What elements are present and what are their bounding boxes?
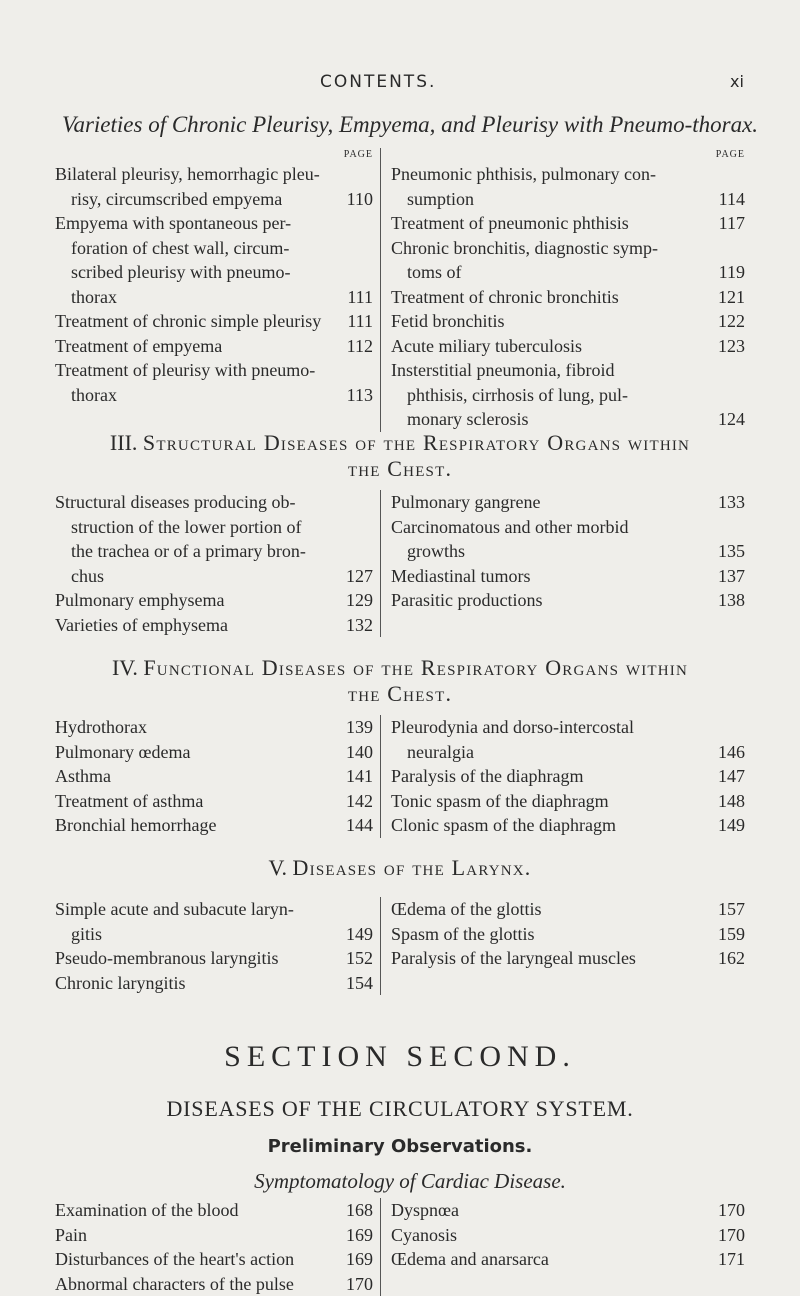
toc-page-number: 123 — [707, 334, 745, 359]
toc-entry-line: Chronic laryngitis — [55, 971, 335, 996]
toc-page-number: 127 — [335, 564, 373, 589]
toc-entry-line: Disturbances of the heart's action — [55, 1247, 335, 1272]
toc-entry — [55, 162, 373, 211]
toc-entry-text — [391, 588, 707, 613]
toc-entry-line: Bilateral pleurisy, hemorrhagic pleu- — [55, 162, 335, 187]
toc-entry-text — [391, 515, 707, 564]
toc-page-number: 149 — [707, 813, 745, 838]
toc-entry-line: Cyanosis — [391, 1223, 707, 1248]
toc-page-number: 142 — [335, 789, 373, 814]
toc-entry — [55, 334, 373, 359]
toc-page-number: 124 — [707, 407, 745, 432]
toc-entry-line: Paralysis of the diaphragm — [391, 764, 707, 789]
toc-page-number: 111 — [335, 309, 373, 334]
toc-page-number: 141 — [335, 764, 373, 789]
toc-page-number: 112 — [335, 334, 373, 359]
toc-entry — [55, 358, 373, 407]
toc-entry-line: Mediastinal tumors — [391, 564, 707, 589]
page-column-label: PAGE — [391, 148, 745, 162]
toc-page-number: 138 — [707, 588, 745, 613]
toc-entry-text — [391, 490, 707, 515]
toc-page-number: 122 — [707, 309, 745, 334]
toc-entry — [55, 971, 373, 996]
toc-page-number: 132 — [335, 613, 373, 638]
toc-entry-text — [55, 162, 335, 211]
toc-entry-line: neuralgia — [391, 740, 707, 765]
toc-entry-line: phthisis, cirrhosis of lung, pul- — [391, 383, 707, 408]
toc-entry-line: Treatment of asthma — [55, 789, 335, 814]
toc-page-number: 133 — [707, 490, 745, 515]
toc-entry-text — [55, 971, 335, 996]
toc-entry-line: Paralysis of the laryngeal muscles — [391, 946, 707, 971]
toc-entry — [391, 715, 745, 764]
toc-entry-text — [55, 588, 335, 613]
toc-entry-text — [55, 897, 335, 946]
page-number: xi — [730, 72, 744, 91]
toc-entry — [391, 490, 745, 515]
toc-entry-text — [391, 789, 707, 814]
toc-entry — [55, 1247, 373, 1272]
toc-entry-text — [55, 211, 335, 309]
toc-entry-text — [55, 1223, 335, 1248]
toc-entry — [55, 946, 373, 971]
toc-page-number: 111 — [335, 285, 373, 310]
toc-entry — [55, 789, 373, 814]
toc-entry-text — [391, 897, 707, 922]
toc-entry-line: Empyema with spontaneous per- — [55, 211, 335, 236]
toc-entry-line: chus — [55, 564, 335, 589]
toc-entry-line: Treatment of pleurisy with pneumo- — [55, 358, 335, 383]
toc-entry-line: Clonic spasm of the diaphragm — [391, 813, 707, 838]
toc-entry-line: gitis — [55, 922, 335, 947]
toc-page-number: 144 — [335, 813, 373, 838]
toc-entry-line: Tonic spasm of the diaphragm — [391, 789, 707, 814]
toc-entry-line: scribed pleurisy with pneumo- — [55, 260, 335, 285]
toc-entry-text — [391, 236, 707, 285]
toc-page-number: 135 — [707, 539, 745, 564]
toc-entry-line: Pulmonary gangrene — [391, 490, 707, 515]
toc-entry-text — [55, 334, 335, 359]
toc-entry-line: Pneumonic phthisis, pulmonary con- — [391, 162, 707, 187]
toc-entry — [55, 897, 373, 946]
toc-entry-text — [391, 211, 707, 236]
toc-entry — [391, 946, 745, 971]
symptomatology-subhead: Symptomatology of Cardiac Disease. — [50, 1169, 770, 1194]
toc-entry-line: Parasitic productions — [391, 588, 707, 613]
toc-entry — [391, 285, 745, 310]
toc-entry-text — [55, 1247, 335, 1272]
toc-entry-line: struction of the lower portion of — [55, 515, 335, 540]
toc-entry — [391, 897, 745, 922]
toc-entry-line: Acute miliary tuberculosis — [391, 334, 707, 359]
toc-entry-text — [55, 740, 335, 765]
toc-entry — [391, 1223, 745, 1248]
toc-entry — [391, 588, 745, 613]
section-4-numeral: IV. — [112, 655, 138, 680]
varieties-right-column — [381, 148, 745, 432]
toc-page-number: 169 — [335, 1247, 373, 1272]
toc-page-number: 119 — [707, 260, 745, 285]
toc-entry — [55, 1223, 373, 1248]
toc-entry-line: Treatment of chronic bronchitis — [391, 285, 707, 310]
toc-page-number: 147 — [707, 764, 745, 789]
toc-entry-text — [391, 764, 707, 789]
page-column-label: PAGE — [55, 148, 373, 162]
toc-page-number: 157 — [707, 897, 745, 922]
toc-entry-line: Pulmonary œdema — [55, 740, 335, 765]
toc-page-number: 168 — [335, 1198, 373, 1223]
toc-entry-text — [391, 813, 707, 838]
toc-page-number: 171 — [707, 1247, 745, 1272]
section-3-heading — [40, 430, 760, 482]
section-5-left-column — [55, 897, 381, 995]
toc-page-number: 117 — [707, 211, 745, 236]
toc-page-number: 121 — [707, 285, 745, 310]
toc-entry-text — [391, 715, 707, 764]
toc-entry — [55, 613, 373, 638]
preliminary-observations: Preliminary Observations. — [0, 1136, 800, 1157]
toc-entry-text — [55, 789, 335, 814]
toc-entry — [391, 1198, 745, 1223]
section-4-columns — [55, 715, 745, 838]
toc-page-number: 152 — [335, 946, 373, 971]
toc-entry — [391, 334, 745, 359]
toc-entry-text — [391, 334, 707, 359]
section-3-title-line-2: the Chest. — [40, 456, 760, 482]
toc-page-number: 154 — [335, 971, 373, 996]
toc-entry-line: foration of chest wall, circum- — [55, 236, 335, 261]
toc-entry-line: risy, circumscribed empyema — [55, 187, 335, 212]
toc-entry — [55, 588, 373, 613]
running-head-title: CONTENTS. — [320, 72, 436, 92]
toc-page-number: 113 — [335, 383, 373, 408]
toc-page-number: 169 — [335, 1223, 373, 1248]
toc-entry — [55, 740, 373, 765]
toc-entry — [391, 764, 745, 789]
toc-entry-text — [55, 1198, 335, 1223]
toc-page-number: 110 — [335, 187, 373, 212]
toc-entry-text — [391, 1198, 707, 1223]
toc-entry-text — [55, 309, 335, 334]
section-3-title-line-1: Structural Diseases of the Respiratory Organs within — [143, 430, 690, 455]
toc-entry-line: Pleurodynia and dorso-intercostal — [391, 715, 707, 740]
toc-entry-text — [55, 764, 335, 789]
toc-entry-text — [55, 715, 335, 740]
section-4-left-column — [55, 715, 381, 838]
toc-entry-line: monary sclerosis — [391, 407, 707, 432]
toc-entry-text — [391, 309, 707, 334]
toc-entry-line: Treatment of pneumonic phthisis — [391, 211, 707, 236]
section-3-right-column — [381, 490, 745, 637]
toc-page-number: 159 — [707, 922, 745, 947]
toc-entry-line: Dyspnœa — [391, 1198, 707, 1223]
toc-entry — [391, 358, 745, 432]
toc-entry — [391, 1247, 745, 1272]
toc-entry-text — [391, 1247, 707, 1272]
section-5-columns — [55, 897, 745, 995]
toc-page-number: 129 — [335, 588, 373, 613]
toc-entry — [55, 1272, 373, 1296]
toc-entry-line: Simple acute and subacute laryn- — [55, 897, 335, 922]
toc-entry — [391, 211, 745, 236]
section-5-title: Diseases of the Larynx. — [293, 855, 532, 880]
toc-page-number: 137 — [707, 564, 745, 589]
toc-entry-line: Œdema of the glottis — [391, 897, 707, 922]
toc-entry-line: Treatment of chronic simple pleurisy — [55, 309, 335, 334]
toc-entry — [55, 764, 373, 789]
toc-page-number: 170 — [707, 1223, 745, 1248]
toc-page-number: 139 — [335, 715, 373, 740]
section-second-right-column — [381, 1198, 745, 1296]
section-second-columns — [55, 1198, 745, 1296]
toc-entry-line: Hydrothorax — [55, 715, 335, 740]
section-5-numeral: V. — [268, 855, 287, 880]
toc-entry — [391, 564, 745, 589]
toc-entry-text — [391, 285, 707, 310]
section-second-title: SECTION SECOND. — [0, 1040, 800, 1074]
toc-entry-line: Examination of the blood — [55, 1198, 335, 1223]
toc-page-number: 146 — [707, 740, 745, 765]
toc-entry-line: Pain — [55, 1223, 335, 1248]
toc-entry-line: sumption — [391, 187, 707, 212]
section-4-title-line-1: Functional Diseases of the Respiratory Organs within — [143, 655, 688, 680]
toc-entry-text — [391, 564, 707, 589]
toc-entry-line: Varieties of emphysema — [55, 613, 335, 638]
toc-entry-text — [55, 1272, 335, 1296]
toc-page-number: 148 — [707, 789, 745, 814]
toc-entry-line: the trachea or of a primary bron- — [55, 539, 335, 564]
toc-page-number: 149 — [335, 922, 373, 947]
toc-entry-text — [391, 946, 707, 971]
toc-entry — [391, 789, 745, 814]
toc-entry-line: Carcinomatous and other morbid — [391, 515, 707, 540]
toc-entry-text — [55, 358, 335, 407]
toc-entry — [391, 813, 745, 838]
toc-entry — [55, 1198, 373, 1223]
section-4-heading — [40, 655, 760, 707]
toc-entry-line: Chronic bronchitis, diagnostic symp- — [391, 236, 707, 261]
toc-entry-text — [391, 922, 707, 947]
section-3-left-column — [55, 490, 381, 637]
toc-entry — [55, 813, 373, 838]
toc-entry — [391, 162, 745, 211]
toc-entry-line: Fetid bronchitis — [391, 309, 707, 334]
toc-entry-text — [391, 162, 707, 211]
varieties-columns — [55, 148, 745, 432]
varieties-heading: Varieties of Chronic Pleurisy, Empyema, and Pleurisy with Pneumo-thorax. — [50, 112, 770, 138]
toc-entry-text — [55, 813, 335, 838]
varieties-left-column — [55, 148, 381, 432]
toc-entry-line: Pulmonary emphysema — [55, 588, 335, 613]
toc-page-number: 162 — [707, 946, 745, 971]
section-second-subtitle: DISEASES OF THE CIRCULATORY SYSTEM. — [0, 1096, 800, 1122]
toc-entry-line: toms of — [391, 260, 707, 285]
toc-entry-text — [55, 490, 335, 588]
section-4-right-column — [381, 715, 745, 838]
toc-entry-text — [391, 1223, 707, 1248]
toc-entry — [55, 490, 373, 588]
toc-entry-text — [55, 946, 335, 971]
toc-entry-line: Structural diseases producing ob- — [55, 490, 335, 515]
running-head — [0, 72, 800, 96]
section-3-columns — [55, 490, 745, 637]
toc-entry-line: thorax — [55, 285, 335, 310]
toc-entry-line: Asthma — [55, 764, 335, 789]
toc-page-number: 170 — [707, 1198, 745, 1223]
toc-entry-text — [391, 358, 707, 432]
toc-entry-line: Spasm of the glottis — [391, 922, 707, 947]
toc-page-number: 140 — [335, 740, 373, 765]
section-5-heading — [40, 855, 760, 881]
toc-entry-line: Insterstitial pneumonia, fibroid — [391, 358, 707, 383]
section-3-numeral: III. — [110, 430, 137, 455]
toc-entry — [391, 515, 745, 564]
toc-entry — [391, 236, 745, 285]
toc-entry — [55, 715, 373, 740]
toc-entry — [55, 211, 373, 309]
toc-entry-line: Bronchial hemorrhage — [55, 813, 335, 838]
section-second-left-column — [55, 1198, 381, 1296]
toc-entry-line: thorax — [55, 383, 335, 408]
toc-entry — [55, 309, 373, 334]
toc-page-number: 170 — [335, 1272, 373, 1296]
toc-entry-line: Treatment of empyema — [55, 334, 335, 359]
toc-entry-text — [55, 613, 335, 638]
toc-entry — [391, 309, 745, 334]
toc-entry-line: Œdema and anarsarca — [391, 1247, 707, 1272]
toc-page-number: 114 — [707, 187, 745, 212]
section-5-right-column — [381, 897, 745, 995]
section-4-title-line-2: the Chest. — [40, 681, 760, 707]
toc-entry — [391, 922, 745, 947]
toc-entry-line: growths — [391, 539, 707, 564]
toc-entry-line: Abnormal characters of the pulse — [55, 1272, 335, 1296]
toc-entry-line: Pseudo-membranous laryngitis — [55, 946, 335, 971]
